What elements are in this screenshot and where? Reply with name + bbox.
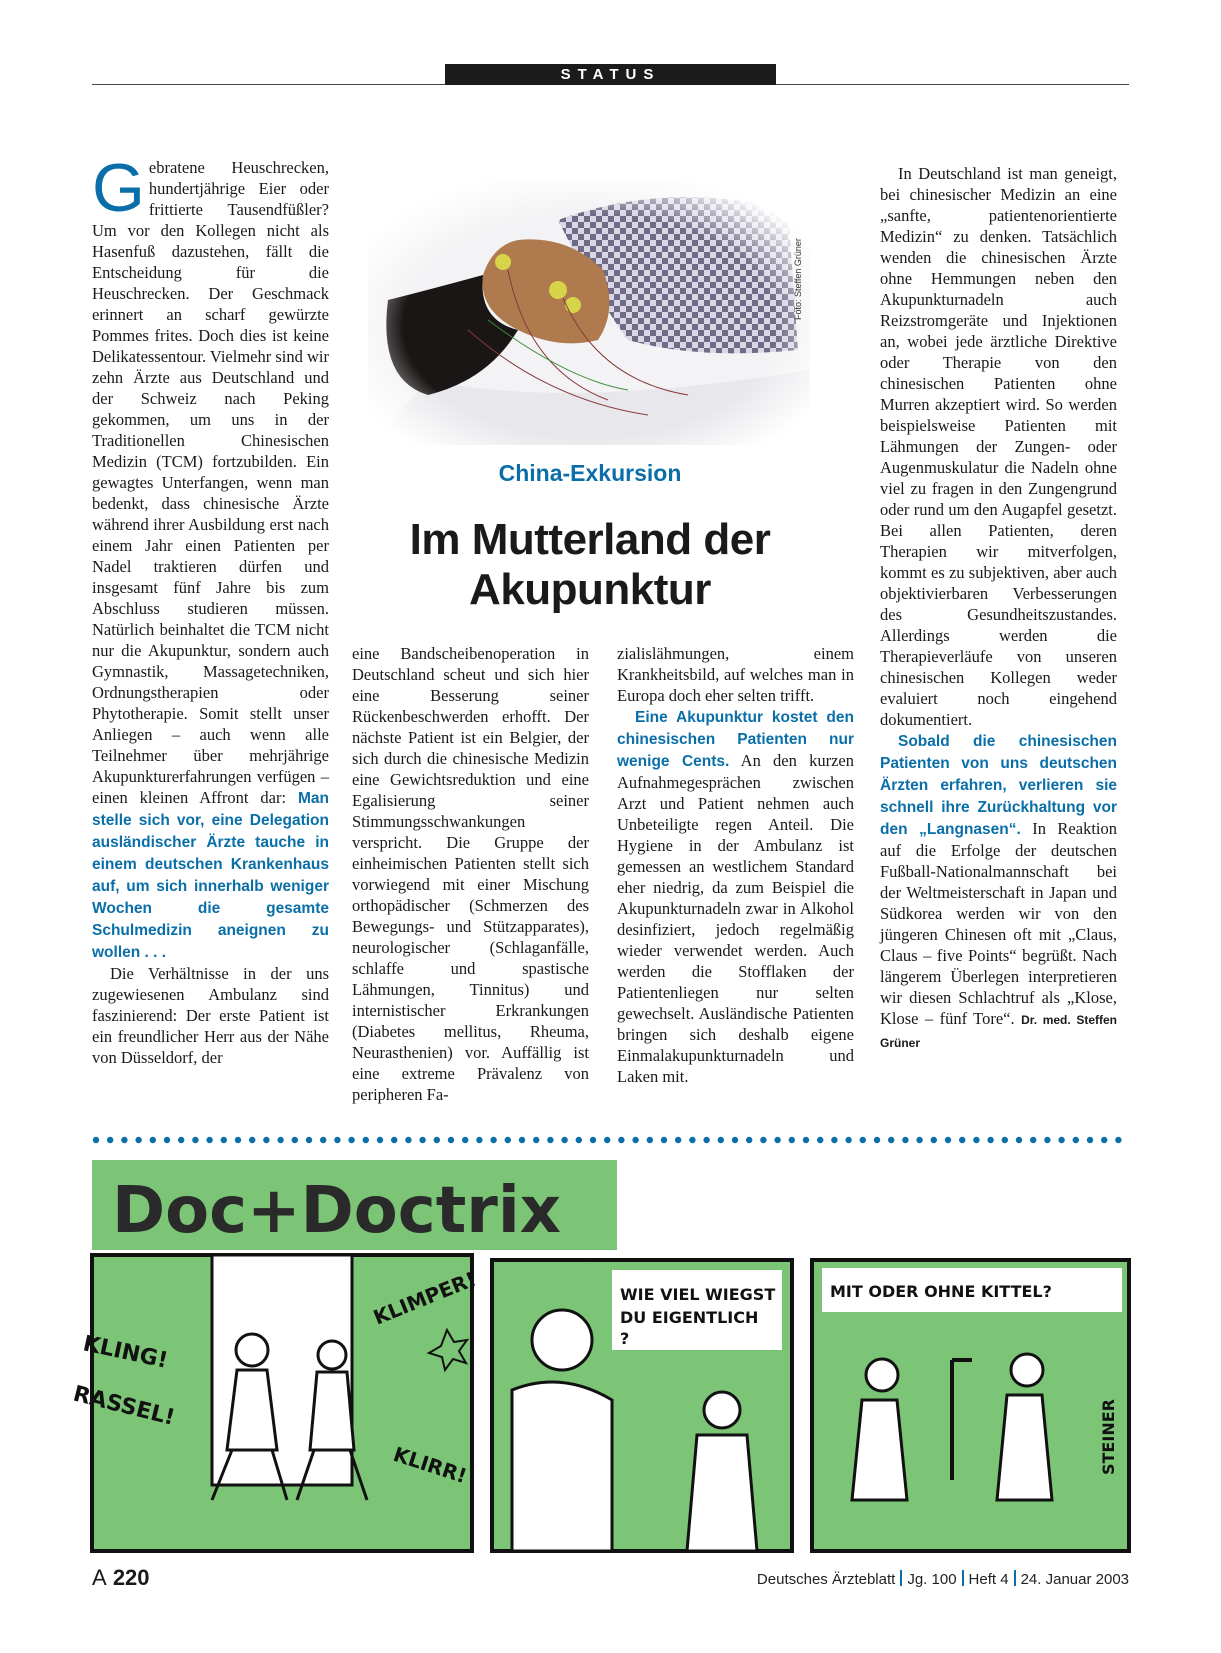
page-number: A 220 bbox=[92, 1565, 150, 1590]
divider-dot bbox=[547, 1137, 553, 1143]
divider-dot bbox=[618, 1137, 624, 1143]
pull-quote: Eine Akupunktur kostet den chinesischen Patienten nur wenige Cents. bbox=[617, 709, 854, 770]
divider-dot bbox=[462, 1137, 468, 1143]
divider-dot bbox=[1044, 1137, 1050, 1143]
divider-dot bbox=[320, 1137, 326, 1143]
photo-credit: Foto: Steffen Grüner bbox=[793, 238, 803, 320]
divider-dot bbox=[845, 1137, 851, 1143]
divider-dot bbox=[1016, 1137, 1022, 1143]
divider-dot bbox=[945, 1137, 951, 1143]
article-column-2 bbox=[352, 643, 589, 1105]
article-column-3 bbox=[617, 643, 854, 1087]
drop-cap: G bbox=[92, 150, 145, 226]
article-column-4 bbox=[880, 163, 1117, 1054]
divider-dot bbox=[334, 1137, 340, 1143]
paragraph: zialislähmungen, einem Krankheitsbild, auf welches man in Europa doch eher selten trifft. bbox=[617, 644, 854, 705]
divider-dot bbox=[93, 1137, 99, 1143]
speech-bubble-line: MIT ODER OHNE KITTEL? bbox=[830, 1282, 1052, 1301]
divider-dot bbox=[505, 1137, 511, 1143]
divider-dot bbox=[689, 1137, 695, 1143]
divider-dot bbox=[235, 1137, 241, 1143]
divider-dot bbox=[902, 1137, 908, 1143]
divider-dot bbox=[774, 1137, 780, 1143]
divider-dot bbox=[760, 1137, 766, 1143]
divider-dot bbox=[206, 1137, 212, 1143]
divider-dot bbox=[434, 1137, 440, 1143]
divider-dot bbox=[860, 1137, 866, 1143]
kicker: China-Exkursion bbox=[498, 460, 682, 486]
paragraph: eine Bandscheibenoperation in Deutschland scheut und sich hier eine Besserung seiner Rückenbeschwerden erhofft. Der nächste Patient ist ein Belgier, der sich durch die chinesische Medizin eine Gewichtsreduktion und eine Egalisierung seiner Stimmungsschwankungen verspricht. Die Gruppe der einheimischen Patienten stellt sich vorwiegend mit einer Mischung orthopädischer (Schmerzen des Bewegungs- und Stützapparates), neurologischer (Schlaganfälle, schlaffe und spastische Lähmungen, Tinnitus) und internistischer Erkrankungen (Diabetes mellitus, Rheuma, Neurasthenien) vor. Auffällig ist eine extreme Prävalenz von peripheren Fa- bbox=[352, 644, 589, 1104]
author-byline: Dr. med. Steffen Grüner bbox=[880, 1013, 1117, 1050]
divider-dot bbox=[1101, 1137, 1107, 1143]
divider-dot bbox=[419, 1137, 425, 1143]
divider-dot bbox=[178, 1137, 184, 1143]
divider-dot bbox=[306, 1137, 312, 1143]
sound-effect-rassel: RASSEL! bbox=[70, 1381, 178, 1431]
divider-dot bbox=[405, 1137, 411, 1143]
divider-dot bbox=[817, 1137, 823, 1143]
article-column-1 bbox=[92, 150, 330, 1068]
divider-dot bbox=[107, 1137, 113, 1143]
speech-bubble-line: DU EIGENTLICH bbox=[620, 1308, 759, 1327]
paragraph: Die Verhältnisse in der uns zugewiesenen Ambulanz sind faszinierend: Der erste Patient ist ein freundlicher Herr aus der Nähe von Düsseldorf, der bbox=[92, 964, 329, 1067]
acupuncture-photo bbox=[368, 180, 810, 445]
divider-dot bbox=[249, 1137, 255, 1143]
divider-dot bbox=[192, 1137, 198, 1143]
divider-dot bbox=[888, 1137, 894, 1143]
pull-quote: Man stelle sich vor, eine Delegation ausländischer Ärzte tauche in einem deutschen Krankenhaus auf, um sich innerhalb weniger Wochen die gesamte Schulmedizin aneignen zu wollen . . . bbox=[92, 790, 330, 961]
divider-dot bbox=[533, 1137, 539, 1143]
divider-dot bbox=[150, 1137, 156, 1143]
divider-dot bbox=[1115, 1137, 1121, 1143]
divider-dot bbox=[377, 1137, 383, 1143]
divider-dot bbox=[135, 1137, 141, 1143]
journal-info: Deutsches Ärzteblatt Jg. 100 Heft 4 24. Januar 2003 bbox=[756, 1571, 1129, 1588]
divider-dot bbox=[121, 1137, 127, 1143]
divider-dot bbox=[746, 1137, 752, 1143]
divider-dot bbox=[363, 1137, 369, 1143]
divider-dot bbox=[263, 1137, 269, 1143]
paragraph: Sobald die chinesischen Patienten von uns deutschen Ärzten erfahren, verlieren sie schnell ihre Zurückhaltung vor den „Langnasen“. In Reaktion auf die Erfolge der deutschen Fußball-Nationalmannschaft bei der Weltmeisterschaft in Japan und Südkorea werden wir von den jüngeren Chinesen oft mit „Claus, Claus – five Points“ begrüßt. Nach längerem Überlegen interpretieren wir diesen Schlachtruf als „Klose, Klose – fünf Tore“. Dr. med. Steffen Grüner bbox=[880, 733, 1117, 1050]
divider-dot bbox=[476, 1137, 482, 1143]
comic-strip bbox=[70, 1160, 1129, 1555]
pull-quote: Sobald die chinesischen Patienten von uns deutschen Ärzten erfahren, verlieren sie schnell ihre Zurückhaltung vor den „Langnasen“. bbox=[880, 733, 1117, 838]
divider-dot bbox=[292, 1137, 298, 1143]
headline: Im Mutterland der Akupunktur bbox=[409, 515, 771, 614]
divider-dot bbox=[1030, 1137, 1036, 1143]
divider-dot bbox=[221, 1137, 227, 1143]
artist-signature: STEINER bbox=[1099, 1399, 1118, 1475]
divider-dot bbox=[1087, 1137, 1093, 1143]
paragraph: Eine Akupunktur kostet den chinesischen Patienten nur wenige Cents. An den kurzen Aufnahmegesprächen zwischen Arzt und Patient nehmen auch Unbeteiligte regen Anteil. Die Hygiene in der Ambulanz ist gemessen an westlichem Standard eher niedrig, da zum Beispiel die Akupunkturnadeln zwar in Alkohol desinfiziert, jedoch regelmäßig wieder verwendet werden. Auch werden die Stofflaken der Patientenliegen nur selten gewechselt. Ausländische Patienten bringen sich deshalb eigene Einmalakupunkturnadeln und Laken mit. bbox=[617, 709, 854, 1086]
divider-dot bbox=[874, 1137, 880, 1143]
dotted-divider bbox=[92, 1135, 1129, 1145]
sound-effect-klirr: KLIRR! bbox=[390, 1441, 470, 1489]
divider-dot bbox=[675, 1137, 681, 1143]
speech-bubble-line: ? bbox=[620, 1329, 630, 1348]
divider-dot bbox=[987, 1137, 993, 1143]
comic-title: Doc+Doctrix bbox=[112, 1174, 562, 1248]
divider-dot bbox=[519, 1137, 525, 1143]
divider-dot bbox=[661, 1137, 667, 1143]
divider-dot bbox=[561, 1137, 567, 1143]
divider-dot bbox=[931, 1137, 937, 1143]
divider-dot bbox=[490, 1137, 496, 1143]
divider-dot bbox=[391, 1137, 397, 1143]
divider-dot bbox=[831, 1137, 837, 1143]
divider-dot bbox=[803, 1137, 809, 1143]
divider-dot bbox=[1073, 1137, 1079, 1143]
divider-dot bbox=[789, 1137, 795, 1143]
divider-dot bbox=[973, 1137, 979, 1143]
divider-dot bbox=[718, 1137, 724, 1143]
divider-dot bbox=[959, 1137, 965, 1143]
divider-dot bbox=[1002, 1137, 1008, 1143]
divider-dot bbox=[590, 1137, 596, 1143]
sound-effect-klimper: KLIMPER! bbox=[369, 1266, 480, 1330]
divider-dot bbox=[647, 1137, 653, 1143]
speech-bubble-line: WIE VIEL WIEGST bbox=[620, 1285, 776, 1304]
divider-dot bbox=[703, 1137, 709, 1143]
divider-dot bbox=[576, 1137, 582, 1143]
paragraph: In Deutschland ist man geneigt, bei chinesischer Medizin an eine „sanfte, patientenorientierte Medizin“ zu denken. Tatsächlich wenden die chinesischen Ärzte ohne Hemmungen neben den Akupunkturnadeln auch Reizstromgeräte und Injektionen an, wobei jede ärztliche Direktive oder Therapie von den chinesischen Patienten ohne Murren akzeptiert wird. So werden beispielsweise Patienten mit Lähmungen der Zungen- oder Augenmuskulatur die Nadeln ohne viel zu fragen in den Zungengrund oder rund um den Augapfel gesetzt. Bei allen Patienten, deren Therapien wir mitverfolgen, kommt es zu subjektiven, aber auch objektivierbaren Verbesserungen des Gesundheitszustandes. Allerdings werden die Therapieverläufe von unseren chinesischen Kollegen weder evaluiert noch eingehend dokumentiert. bbox=[880, 164, 1117, 729]
paragraph: Gebratene Heuschrecken, hundertjährige Eier oder frittierte Tausendfüßler? Um vor den Kollegen nicht als Hasenfuß dazustehen, fällt die Entscheidung für die Heuschrecken. Der Geschmack erinnert an scharf gewürzte Pommes frites. Doch dies ist keine Delikatessentour. Vielmehr sind wir zehn Ärzte aus Deutschland und der Schweiz nach Peking gekommen, um uns in der Traditionellen Chinesischen Medizin (TCM) fortzubilden. Ein gewagtes Unterfangen, wenn man bedenkt, dass chinesische Ärzte während ihrer Ausbildung erst nach einem Jahr einen Patienten per Nadel traktieren dürfen und insgesamt fünf Jahre bis zum Abschluss studieren müssen. Natürlich beinhaltet die TCM nicht nur die Akupunktur, sondern auch Gymnastik, Massagetechniken, Ordnungstherapien oder Phytotherapie. Somit stellt unser Anliegen – auch wenn alle Teilnehmer über mehrjährige Akupunkturerfahrungen verfügen – einen kleinen Affront dar: Man stelle sich vor, eine Delegation ausländischer Ärzte tauche in einem deutschen Krankenhaus auf, um sich innerhalb weniger Wochen die gesamte Schulmedizin aneignen zu wollen . . . bbox=[92, 150, 330, 961]
sound-effect-kling: KLING! bbox=[80, 1331, 170, 1374]
divider-dot bbox=[348, 1137, 354, 1143]
section-label: STATUS bbox=[445, 64, 776, 85]
divider-dot bbox=[277, 1137, 283, 1143]
divider-dot bbox=[164, 1137, 170, 1143]
divider-dot bbox=[916, 1137, 922, 1143]
divider-dot bbox=[604, 1137, 610, 1143]
divider-dot bbox=[1058, 1137, 1064, 1143]
divider-dot bbox=[632, 1137, 638, 1143]
divider-dot bbox=[732, 1137, 738, 1143]
divider-dot bbox=[448, 1137, 454, 1143]
